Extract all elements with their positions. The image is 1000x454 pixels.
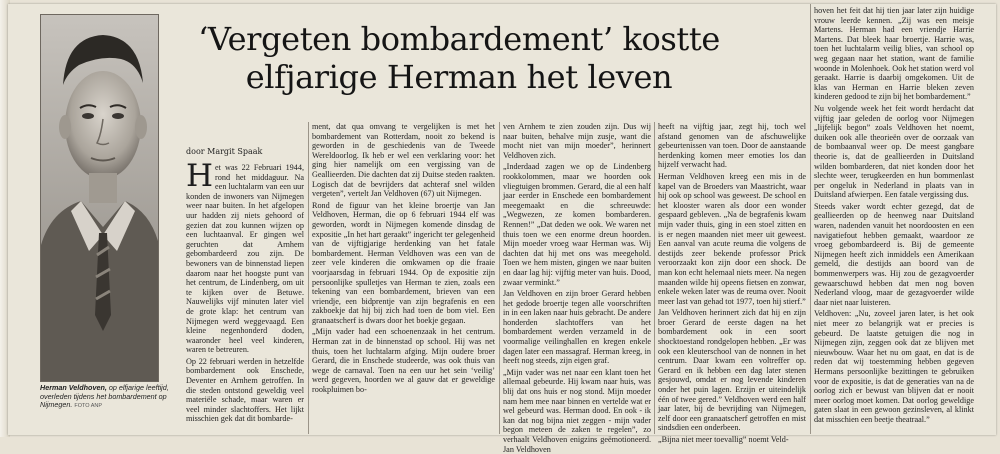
column-3-paragraph-3: Jan Veldhoven en zijn broer Gerard hebben het gedode broertje tegen alle voorschriften in in een laken naar huis gebracht. De andere honderden slachtoffers van het bombardement werden verzameld in de voormalige veilinghallen en kregen enkele dagen later een massagraf. Herman kreeg, in heeft nog steeds, zijn eigen graf. <box>503 289 651 366</box>
photo-caption-name: Herman Veldhoven, <box>40 383 107 392</box>
photo-caption <box>40 384 172 411</box>
photo-caption-text: op elfjarige leeftijd, overleden tijdens het bombardement op Nijmegen. <box>40 383 169 410</box>
column-5-paragraph-2: Nu volgende week het feit wordt herdacht dat vijftig jaar geleden de oorlog voor Nijmegen „lijfelijk begon” zoals Veldhoven het noemt, duiken ook alle theorieën over de oorzaak van de bombaanval weer op. De meest gangbare theorie is, dat de geallieerden in Duitsland wilden bombarderen, dat niet konden door het slechte weer, terugkeerden en hun bommenlast per ongeluk in Nederland in plaats van in Duitsland afwierpen. Een fatale vergissing dus. <box>814 103 974 200</box>
portrait-figure <box>41 15 158 381</box>
column-divider <box>810 4 811 434</box>
column-2-paragraph-2: Rond de figuur van het kleine broertje van Jan Veldhoven, Herman, die op 6 februari 1944 elf was geworden, wordt in Nijmegen komende dinsdag de expositie „In het hart geraakt” ingericht ter gelegenheid van de vijftigjarige herdenking van het fatale bombardement. Herman Veldhoven was een van de zeer vele kinderen die omkwamen op die fraaie voorjaarsdag in februari 1944. Op de expositie zijn persoonlijke spulletjes van Herman te zien, zoals een tekening van een bombardement, brieven van een vriendje, een bidprentje van zijn begrafenis en een zakboekje dat hij bij zich had toen de bom viel. Een granaatscherf is dwars door het boekje gegaan. <box>312 200 495 325</box>
portrait-photo <box>40 14 159 382</box>
byline: door Margit Spaak <box>186 147 263 156</box>
column-4-paragraph-3: Jan Veldhoven herinnert zich dat hij en zijn broer Gerard de eerste dagen na het bombardement ook in een soort shocktoestand rondgelopen hebben. „Er was ook een kleuterschool van de nonnen in het centrum. Daar kwam een voltreffer op. Gerard en ik hebben een dag later stenen gesjouwd, omdat er nog levende kinderen onder het puin lagen. Erzijn er uiteindelijk één of twee gered.” Veldhoven werd een half jaar later, bij de bevrijding van Nijmegen, zelf door een granaatscherf getroffen en mist sindsdien een onderbeen. <box>658 308 806 433</box>
dropcap: H <box>186 158 214 194</box>
column-3-paragraph-4: „Mijn vader was net naar een klant toen het allemaal gebeurde. Hij kwam naar huis, was blij dat ons huis er nog stond. Mijn moeder nam hem mee naar binnen en vertelde wat er wel gebeurd was. Herman dood. En ook - ik kan dat nog bijna niet zeggen - mijn vader begon meteen de zaken te regelen”, zo verhaalt Veldhoven enigzins geëmotioneerd. Jan Veldhoven <box>503 367 651 454</box>
photo-credit: FOTO ANP <box>74 403 103 410</box>
column-4-paragraph-4: „Bijna niet meer toevallig” noemt Veld- <box>658 435 789 444</box>
article-column-5 <box>814 6 974 435</box>
column-1-paragraph-1 <box>186 158 304 355</box>
column-2-paragraph-3: „Mijn vader had een schoenenzaak in het centrum. Herman zat in de binnenstad op school. Hij was net thuis, toen het luchtalarm afging. Mijn oudere broer Gerard, die in Enschede studeerde, was ook thuis van wege de carnaval. Toen na een uur het sein ‘veilig’ werd gegeven, hoorden we al gauw dat er geweldige rookpluimen bo- <box>312 327 495 395</box>
article-column-3 <box>503 122 651 454</box>
headline-line-2: elfjarige Herman het leven <box>245 58 673 96</box>
headline <box>184 20 734 96</box>
column-3-paragraph-2: „Inderdaad zagen we op de Lindenberg rookkolommen, maar we hoorden ook vliegtuigen brommen. Gerard, die al een half jaar eerder in Enschede een bombardement meegemaakt en die schreeuwde: „Wegwezen, ze komen bombarderen. Rennen!” „Dat deden we ook. We waren net thuis toen we een enorme dreun hoorden. Mijn moeder vroeg waar Herman was. Wij dachten dat hij met ons was meegehold. Toen we hem misten, gingen we naar buiten en daar lag hij: vijftig meter van huis. Dood, zwaar verminkt.” <box>503 162 651 287</box>
column-1-paragraph-2: Op 22 februari werden in hetzelfde bombardement ook Enschede, Deventer en Arnhem getroffen. In die steden ontstond geweldig veel materiële schade, maar waren er veel minder slachtoffers. Het lijkt misschien gek dat dit bombarde- <box>186 356 304 424</box>
headline-line-1: ‘Vergeten bombardement’ kostte <box>198 20 720 58</box>
column-1-paragraph-1-text: et was 22 Februari 1944, rond het middaguur. Na een luchtalarm van een uur konden de inwoners van Nijmegen weer naar buiten. In het afgelopen uur hadden zij niets gehoord of gezien dat zou kunnen wijzen op een luchtaanval. Er gingen wel geruchten dat Arnhem gebombardeerd zou zijn. De bewoners van de binnenstad liepen daarom naar het hoogste punt van het centrum, de Lindenberg, om uit te kijken over de Betuwe. Nauwelijks vijf minuten later viel de grote klap: het centrum van Nijmegen werd weggevaagd. Een kleine negenhonderd doden, waaronder heel veel kinderen, waren te betreuren. <box>186 163 304 355</box>
article-column-1 <box>186 158 304 435</box>
column-4-paragraph-1: heeft na vijftig jaar, zegt hij, toch wel afstand genomen van de afschuwelijke gebeurtenissen van toen. Door de aanstaande herdenking komen meer emoties los dan hijzelf verwacht had. <box>658 122 806 170</box>
column-divider <box>308 122 309 434</box>
article-column-2 <box>312 122 495 435</box>
column-3-paragraph-1: ven Arnhem te zien zouden zijn. Dus wij naar buiten, behalve mijn zusje, want die mocht niet van mijn moeder”, herinnert Veldhoven zich. <box>503 122 651 160</box>
column-divider <box>499 122 500 434</box>
column-4-paragraph-2: Herman Veldhoven kreeg een mis in de kapel van de Broeders van Maastricht, waar hij ook op school was geweest. De school en het klooster waren als door een wonder gespaard gebleven. „Na de begrafenis kwam mijn vader thuis, ging in een stoel zitten en is er negen maanden niet meer uit geweest. Een aanval van acute reuma die volgens de destijds zeer bekende professor Prick veroorzaakt kon zijn door een shock. De man kon echt helemaal niets meer. Na negen maanden wilde hij opeens fietsen en zonwar, enkele weken later was de reuma over. Nooit meer last van gehad tot 1977, toen hij stierf.” <box>658 171 806 306</box>
column-5-paragraph-1: hoven het feit dat hij tien jaar later zijn huidige vrouw leerde kennen. „Zij was een meisje Martens. Herman had een vriendje Harrie Martens. Dat bleek haar broertje. Harrie was, toen het luchtalarm veilig blies, van school op weg gegaan naar het station, want de familie woonde in Molenhoek. Ook het station werd vol geraakt. Harrie is daarbij omgekomen. Uit de klas van Herman en Harrie bleken zeven kinderen gedood te zijn bij het bombardement.” <box>814 6 974 102</box>
column-2-paragraph-1: ment, dat qua omvang te vergelijken is met het bombardement van Rotterdam, nooit zo bekend is geworden in de geschiedenis van de Tweede Wereldoorlog. Ik heb er wel een verklaring voor: het ging hier namelijk om een vergissing van de Geallieerden. Die dachten dat zij Duitse steden raakten. Logisch dat de bevrijders dat achteraf snel wilden vergeten”, vertelt Jan Veldhoven (67) uit Nijmegen. <box>312 122 495 199</box>
column-5-paragraph-3: Steeds vaker wordt echter gezegd, dat de geallieerden op de heenweg naar Duitsland waren, nadenden vanuit het noordoosten en een navigatiefout hebben gemaakt, waardoor ze vroeg gebombardeerd is. Bij de gemeente Nijmegen heeft zich inmiddels een Amerikaan gemeld, die destijds aan boord van de bommenwerpers was. Hij zou de gezagvoerder gewaarschuwd hebben dat men nog boven Nederland vloog, maar de gezagvoerder wilde daar niet naar luisteren. <box>814 201 974 307</box>
article-column-4 <box>658 122 806 444</box>
column-divider <box>654 122 655 434</box>
column-5-paragraph-4: Veldhoven: „Nu, zoveel jaren later, is het ook niet meer zo belangrijk wat er precies is gebeurd. De laatste getuigen die nog in Nijmegen zijn, zeggen ook dat ze blijven met nieuwbouw. Waar het nu om gaat, en dat is de reden dat wij toestemming hebben gegeven Hermans persoonlijke bezittingen te gebruiken voor de expositie, is dat de generaties van na de oorlog zich er bewust van blijven dat er nooit meer oorlog moet komen. Dat oorlog geweldige gaten slaat in een gewoon gezinsleven, al klinkt dat misschien een beetje theatraal.” <box>814 309 974 424</box>
